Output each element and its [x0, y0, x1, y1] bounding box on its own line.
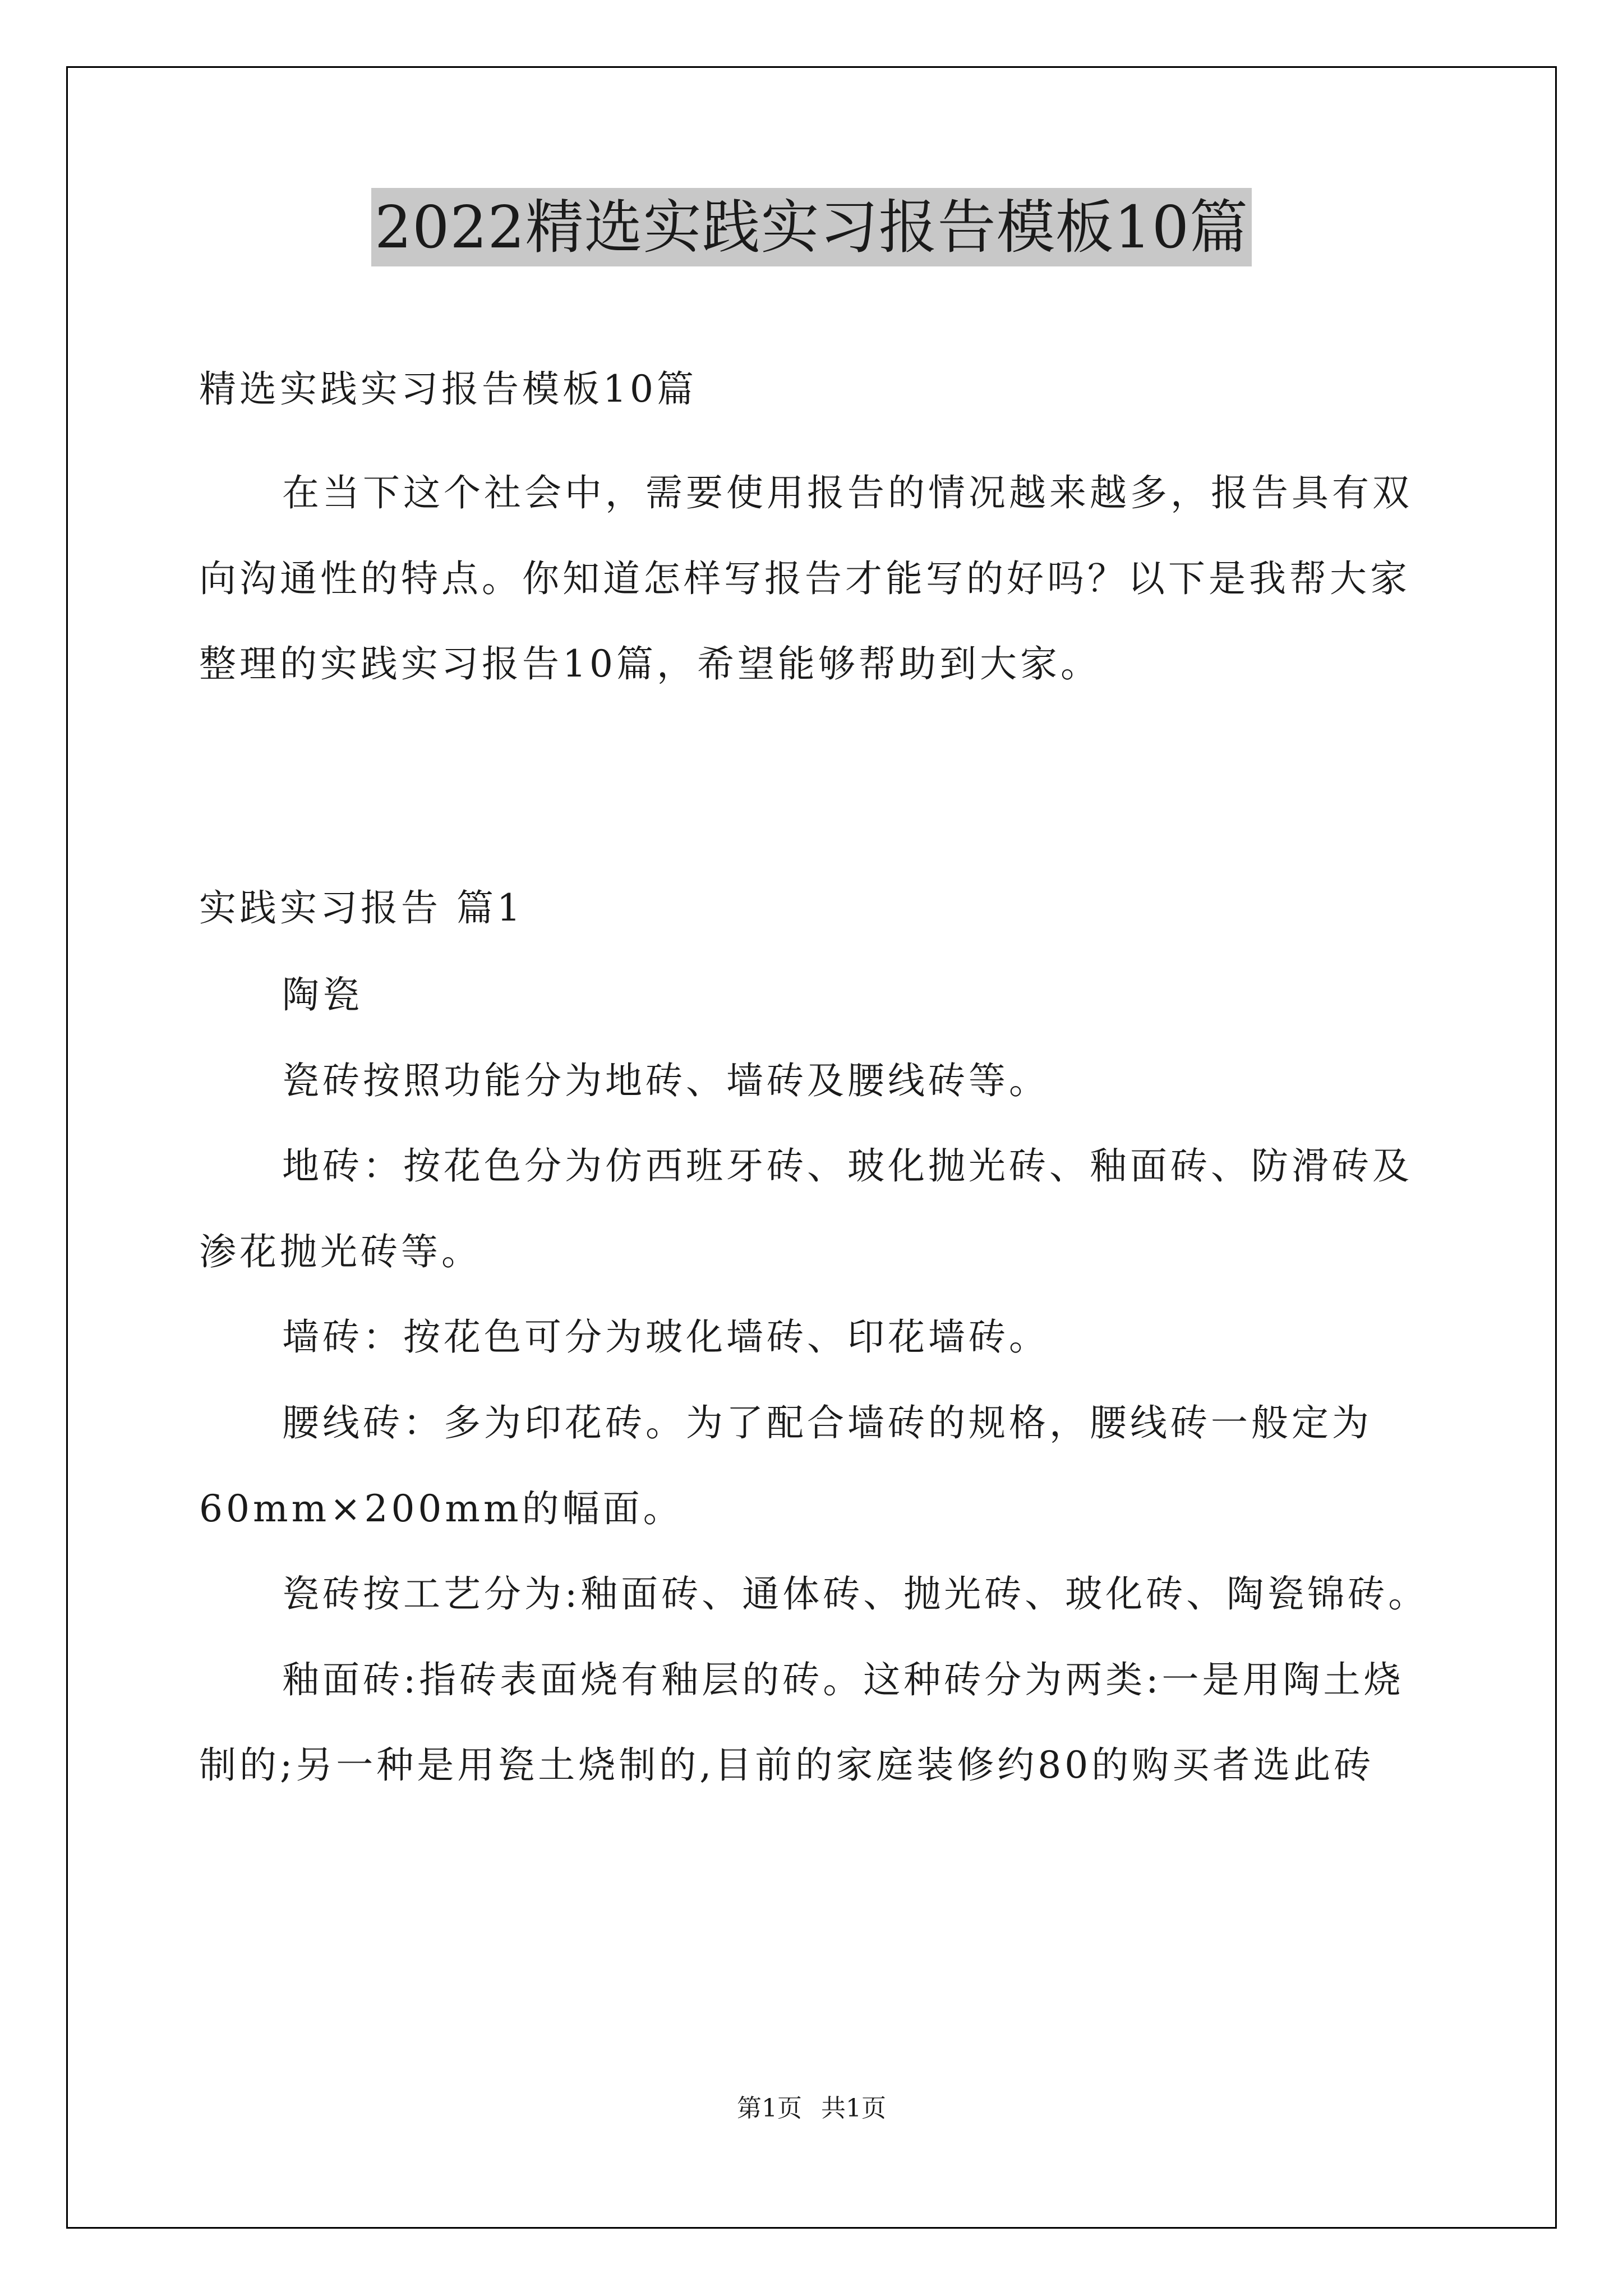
body-line: 陶瓷 [282, 973, 363, 1016]
page-number-total: 共1页 [821, 2094, 886, 2123]
body-line: 墙砖：按花色可分为玻化墙砖、印花墙砖。 [282, 1315, 1049, 1359]
intro-line: 向沟通性的特点。你知道怎样写报告才能写的好吗？以下是我帮大家 [199, 557, 1410, 600]
page-footer [0, 2088, 1623, 2124]
section-heading: 实践实习报告 篇1 [199, 886, 524, 930]
page-number-current: 第1页 [737, 2094, 802, 2123]
body-line: 渗花抛光砖等。 [199, 1230, 482, 1273]
body-line: 地砖：按花色分为仿西班牙砖、玻化抛光砖、釉面砖、防滑砖及 [282, 1144, 1413, 1188]
document-title: 2022精选实践实习报告模板10篇 [371, 188, 1252, 266]
body-line: 腰线砖：多为印花砖。为了配合墙砖的规格，腰线砖一般定为 [282, 1401, 1372, 1444]
body-line: 瓷砖按照功能分为地砖、墙砖及腰线砖等。 [282, 1059, 1049, 1102]
body-line: 制的;另一种是用瓷土烧制的,目前的家庭装修约80的购买者选此砖 [199, 1743, 1375, 1787]
title-container [0, 188, 1623, 266]
body-line: 釉面砖:指砖表面烧有釉层的砖。这种砖分为两类:一是用陶土烧 [282, 1658, 1404, 1701]
body-line: 瓷砖按工艺分为:釉面砖、通体砖、抛光砖、玻化砖、陶瓷锦砖。 [282, 1572, 1429, 1616]
body-line: 60mm×200mm的幅面。 [199, 1487, 684, 1530]
document-subtitle: 精选实践实习报告模板10篇 [199, 367, 697, 411]
intro-line: 在当下这个社会中，需要使用报告的情况越来越多，报告具有双 [282, 471, 1413, 514]
intro-line: 整理的实践实习报告10篇，希望能够帮助到大家。 [199, 642, 1101, 685]
